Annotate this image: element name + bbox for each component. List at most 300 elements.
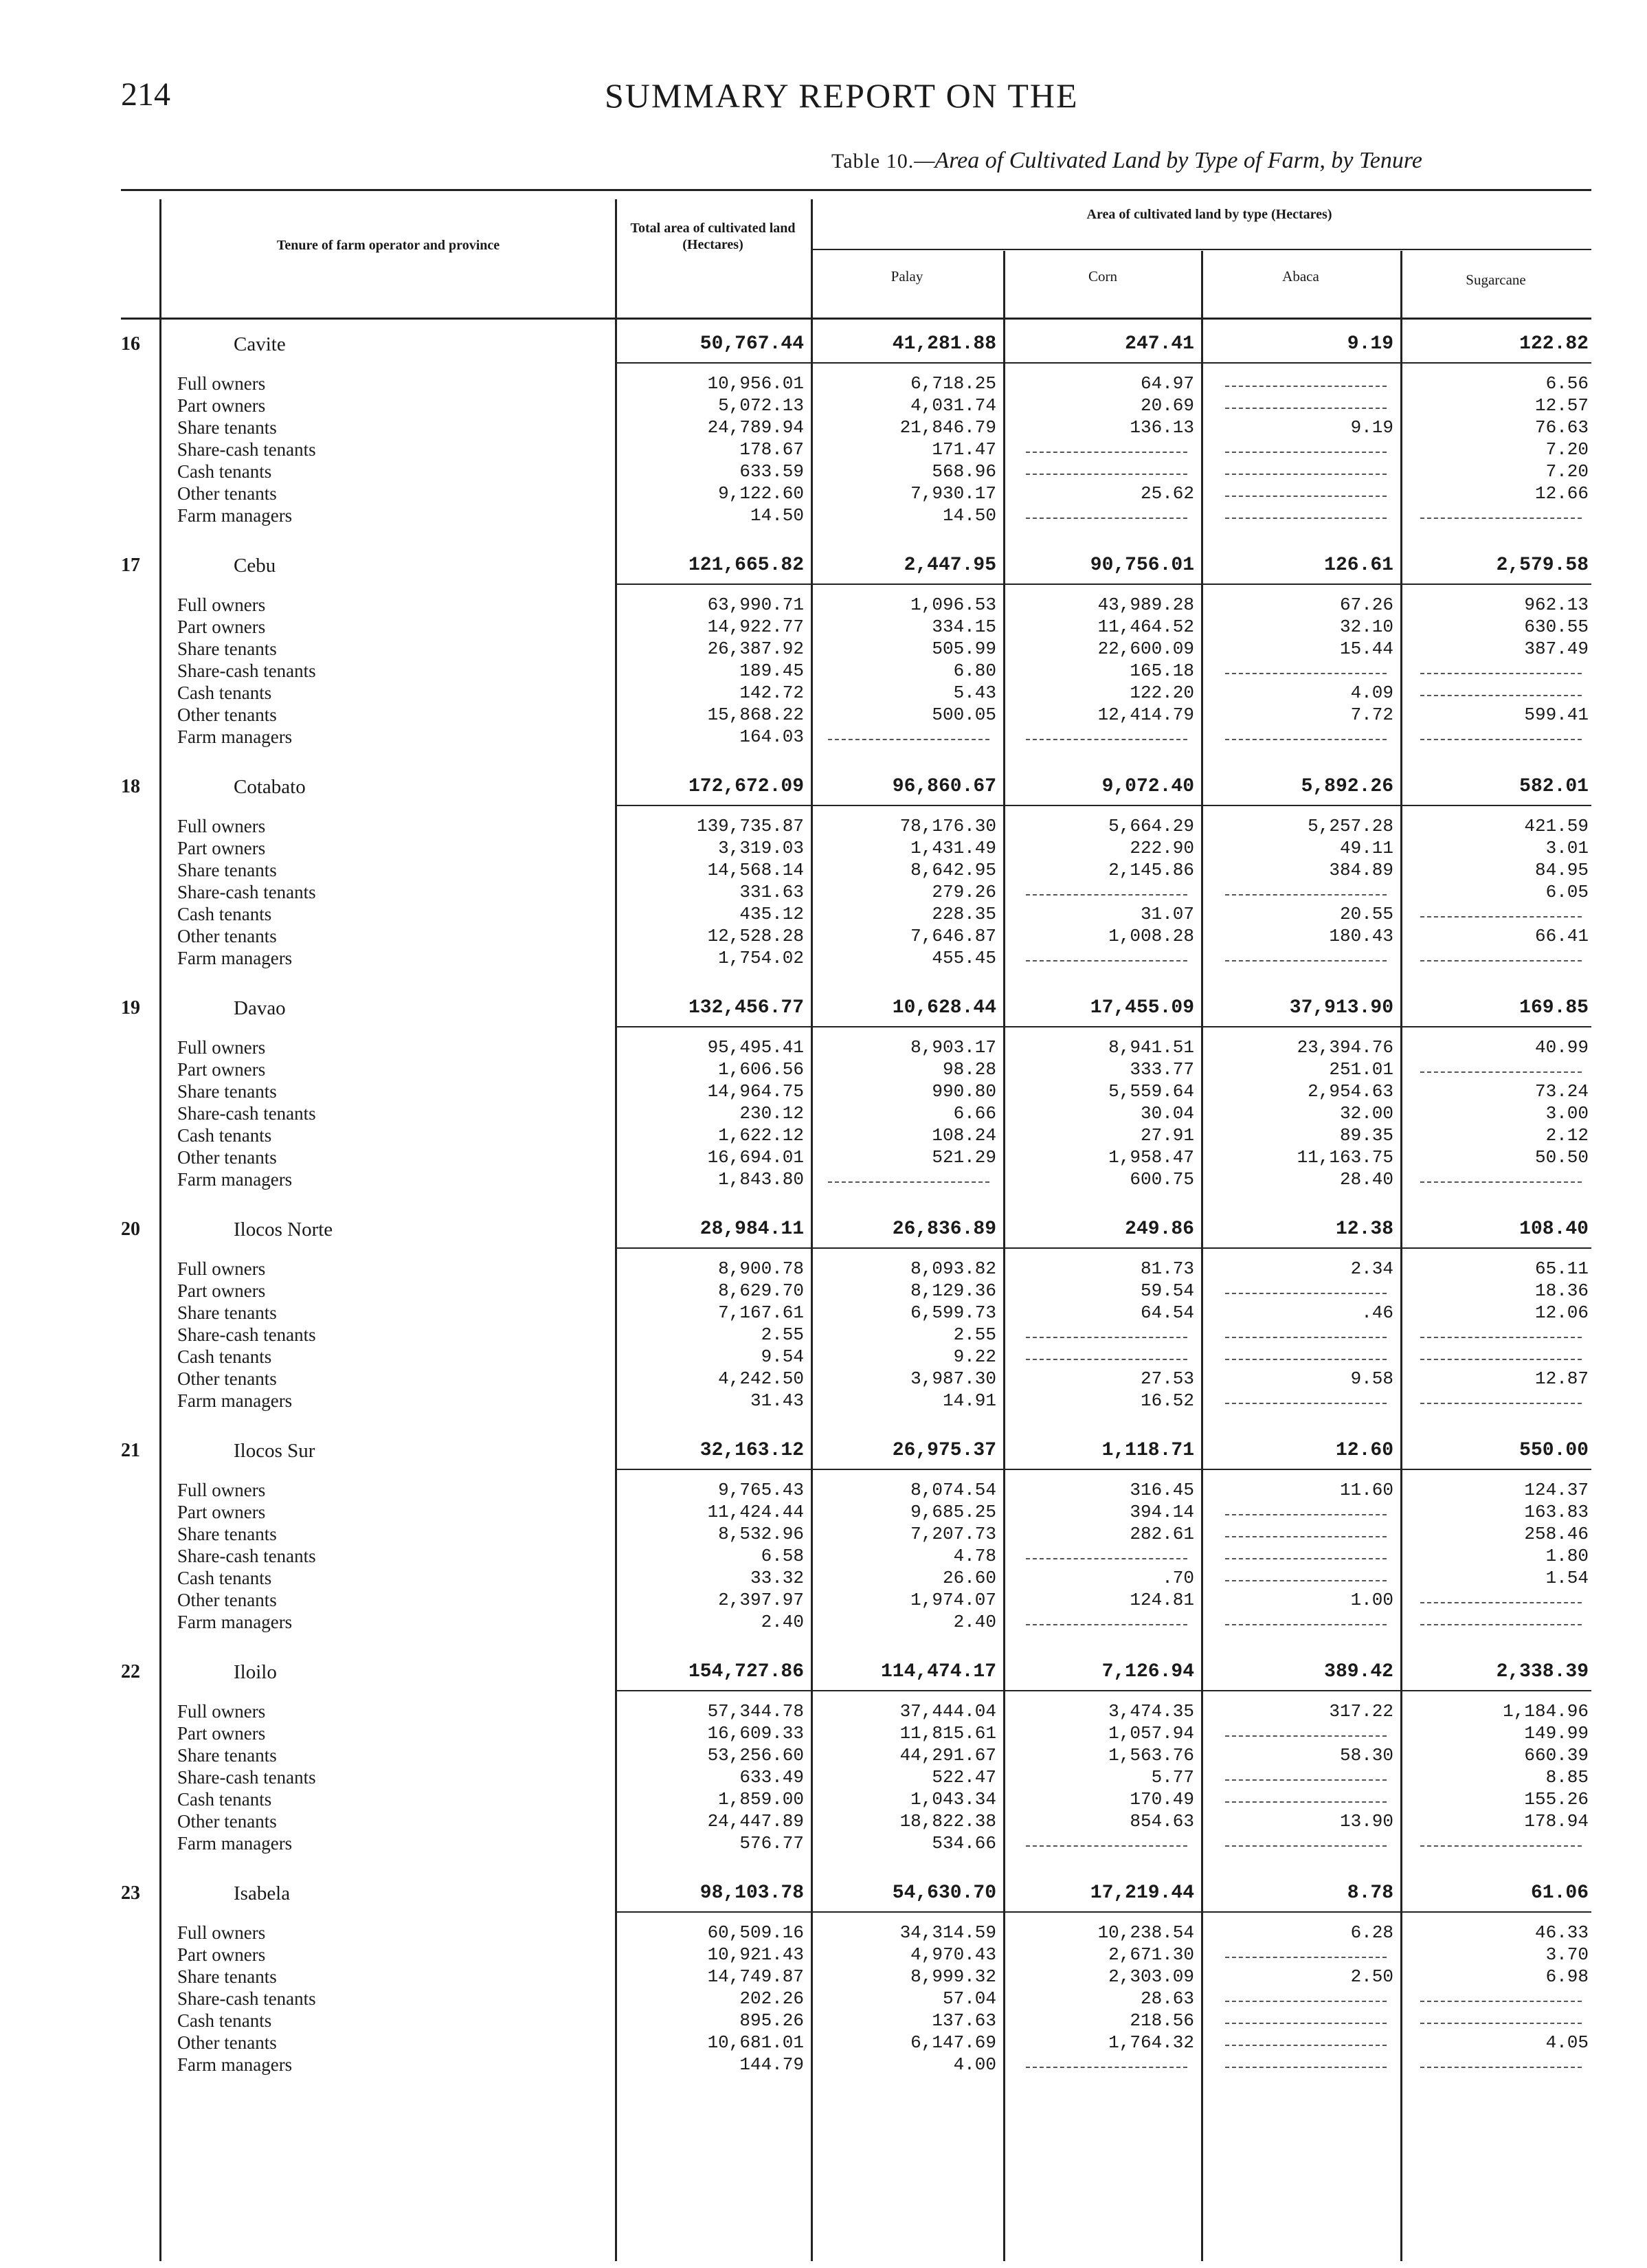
province-number: 23 (121, 1882, 140, 1904)
cell-corn: 22,600.09 (1097, 638, 1194, 659)
empty-cell-leader (1026, 960, 1187, 961)
cell-corn: 64.54 (1140, 1302, 1194, 1323)
cell-corn: 1,057.94 (1108, 1723, 1194, 1744)
empty-cell-leader (1225, 1580, 1387, 1581)
cell-corn: 222.90 (1130, 838, 1194, 858)
province-total-palay: 26,836.89 (892, 1219, 996, 1240)
empty-cell-leader (1225, 2001, 1387, 2002)
cell-total: 189.45 (739, 660, 804, 681)
row-label: Cash tenants (177, 1568, 272, 1588)
row-label: Cash tenants (177, 682, 272, 703)
empty-cell-leader (1420, 739, 1582, 740)
cell-total: 53,256.60 (707, 1745, 804, 1766)
table-row (0, 1368, 1647, 1390)
province-total-total: 154,727.86 (688, 1661, 804, 1682)
province-total-corn: 1,118.71 (1101, 1440, 1194, 1461)
cell-total: 4,242.50 (718, 1368, 804, 1389)
row-label: Share-cash tenants (177, 1324, 316, 1345)
row-label: Full owners (177, 1258, 266, 1279)
empty-cell-leader (1420, 2001, 1582, 2002)
province-total-palay: 26,975.37 (892, 1440, 996, 1461)
running-head: SUMMARY REPORT ON THE (605, 76, 1079, 115)
table-row (0, 1723, 1647, 1745)
cell-corn: 5,559.64 (1108, 1081, 1194, 1102)
cell-palay: 98.28 (942, 1059, 996, 1080)
table-row (0, 1147, 1647, 1169)
cell-corn: 20.69 (1140, 395, 1194, 416)
province-total-palay: 96,860.67 (892, 776, 996, 797)
province-total-total: 98,103.78 (699, 1882, 804, 1904)
cell-abaca: 2.34 (1350, 1258, 1393, 1279)
province-total-sugarcane: 122.82 (1519, 333, 1589, 355)
group-divider (615, 583, 1591, 585)
cell-palay: 228.35 (932, 904, 996, 924)
cell-total: 2,397.97 (718, 1590, 804, 1610)
table-row (0, 726, 1647, 748)
empty-cell-leader (1026, 1624, 1187, 1625)
province-total-total: 28,984.11 (699, 1219, 804, 1240)
province-total-sugarcane: 61.06 (1530, 1882, 1589, 1904)
province-number: 20 (121, 1219, 140, 1240)
cell-corn: 30.04 (1140, 1103, 1194, 1124)
cell-sugarcane: 8.85 (1545, 1767, 1589, 1788)
cell-abaca: 15.44 (1339, 638, 1393, 659)
table-row (0, 1966, 1647, 1988)
empty-cell-leader (1026, 894, 1187, 896)
cell-abaca: 89.35 (1339, 1125, 1393, 1146)
cell-corn: 394.14 (1130, 1502, 1194, 1522)
row-label: Share tenants (177, 638, 277, 659)
cell-palay: 3,987.30 (910, 1368, 996, 1389)
cell-palay: 171.47 (932, 439, 996, 460)
table-row (0, 373, 1647, 395)
empty-cell-leader (1225, 1337, 1387, 1338)
cell-abaca: 11,163.75 (1297, 1147, 1393, 1168)
province-total-corn: 17,455.09 (1090, 997, 1194, 1019)
province-total-total: 172,672.09 (688, 776, 804, 797)
cell-sugarcane: 3.00 (1545, 1103, 1589, 1124)
cell-total: 16,694.01 (707, 1147, 804, 1168)
table-row (0, 882, 1647, 904)
row-label: Farm managers (177, 948, 293, 968)
province-number: 17 (121, 555, 140, 576)
cell-corn: 27.53 (1140, 1368, 1194, 1389)
empty-cell-leader (1225, 1293, 1387, 1294)
cell-total: 16,609.33 (707, 1723, 804, 1744)
cell-corn: 1,563.76 (1108, 1745, 1194, 1766)
province-total-abaca: 12.38 (1335, 1219, 1393, 1240)
empty-cell-leader (1225, 474, 1387, 475)
table-row (0, 816, 1647, 838)
row-label: Farm managers (177, 2054, 293, 2075)
row-label: Share-cash tenants (177, 439, 316, 460)
table-row (0, 439, 1647, 461)
table-row (0, 1037, 1647, 1059)
cell-palay: 78,176.30 (899, 816, 996, 836)
empty-cell-leader (1420, 2067, 1582, 2068)
header-tenure: Tenure of farm operator and province (276, 238, 500, 253)
cell-palay: 6,718.25 (910, 373, 996, 394)
cell-sugarcane: 599.41 (1524, 704, 1589, 725)
row-label: Part owners (177, 1723, 266, 1744)
cell-total: 14,964.75 (707, 1081, 804, 1102)
province-name: Cebu (234, 555, 276, 577)
table-row (0, 860, 1647, 882)
row-label: Cash tenants (177, 1789, 272, 1810)
row-label: Cash tenants (177, 1125, 272, 1146)
cell-sugarcane: 163.83 (1524, 1502, 1589, 1522)
province-total-total: 32,163.12 (699, 1440, 804, 1461)
table-row (0, 1081, 1647, 1103)
empty-cell-leader (1026, 518, 1187, 519)
cell-palay: 6.80 (953, 660, 996, 681)
empty-cell-leader (1420, 1624, 1582, 1625)
province-total-sugarcane: 2,579.58 (1496, 555, 1589, 576)
cell-sugarcane: 50.50 (1534, 1147, 1589, 1168)
row-label: Other tenants (177, 2032, 277, 2053)
province-total-sugarcane: 550.00 (1519, 1440, 1589, 1461)
cell-sugarcane: 12.06 (1534, 1302, 1589, 1323)
cell-palay: 522.47 (932, 1767, 996, 1788)
cell-sugarcane: 73.24 (1534, 1081, 1589, 1102)
cell-palay: 21,846.79 (899, 417, 996, 438)
cell-palay: 6.66 (953, 1103, 996, 1124)
row-label: Cash tenants (177, 461, 272, 482)
province-total-sugarcane: 2,338.39 (1496, 1661, 1589, 1682)
province-number: 22 (121, 1661, 140, 1682)
province-total-palay: 54,630.70 (892, 1882, 996, 1904)
cell-palay: 8,642.95 (910, 860, 996, 880)
cell-total: 12,528.28 (707, 926, 804, 946)
cell-palay: 26.60 (942, 1568, 996, 1588)
cell-corn: 2,303.09 (1108, 1966, 1194, 1987)
cell-palay: 7,930.17 (910, 483, 996, 504)
row-label: Full owners (177, 1922, 266, 1943)
row-label: Part owners (177, 616, 266, 637)
row-label: Part owners (177, 838, 266, 858)
row-label: Share tenants (177, 1524, 277, 1544)
table-row (0, 461, 1647, 483)
cell-corn: 2,671.30 (1108, 1944, 1194, 1965)
cell-corn: 333.77 (1130, 1059, 1194, 1080)
group-divider (615, 1469, 1591, 1470)
cell-total: 7,167.61 (718, 1302, 804, 1323)
cell-sugarcane: 3.70 (1545, 1944, 1589, 1965)
table-row (0, 2054, 1647, 2076)
cell-total: 8,900.78 (718, 1258, 804, 1279)
cell-sugarcane: 7.20 (1545, 461, 1589, 482)
empty-cell-leader (1420, 1337, 1582, 1338)
province-total-abaca: 12.60 (1335, 1440, 1393, 1461)
table-row (0, 1988, 1647, 2010)
table-row (0, 904, 1647, 926)
cell-palay: 108.24 (932, 1125, 996, 1146)
group-divider (615, 1247, 1591, 1249)
cell-total: 11,424.44 (707, 1502, 804, 1522)
row-label: Share tenants (177, 1081, 277, 1102)
cell-corn: 8,941.51 (1108, 1037, 1194, 1058)
province-total-abaca: 389.42 (1324, 1661, 1393, 1682)
cell-corn: 3,474.35 (1108, 1701, 1194, 1722)
province-total-abaca: 37,913.90 (1289, 997, 1393, 1019)
cell-total: 24,789.94 (707, 417, 804, 438)
cell-palay: 1,974.07 (910, 1590, 996, 1610)
table-row (0, 395, 1647, 417)
cell-sugarcane: 6.56 (1545, 373, 1589, 394)
row-label: Share-cash tenants (177, 882, 316, 902)
row-label: Share-cash tenants (177, 1103, 316, 1124)
row-label: Share tenants (177, 860, 277, 880)
row-label: Full owners (177, 1480, 266, 1500)
empty-cell-leader (1026, 739, 1187, 740)
cell-total: 5,072.13 (718, 395, 804, 416)
cell-palay: 2.55 (953, 1324, 996, 1345)
cell-palay: 57.04 (942, 1988, 996, 2009)
empty-cell-leader (1420, 673, 1582, 674)
table-top-rule (121, 189, 1591, 191)
cell-palay: 334.15 (932, 616, 996, 637)
province-name: Cavite (234, 333, 286, 355)
cell-sugarcane: 66.41 (1534, 926, 1589, 946)
empty-cell-leader (1225, 2045, 1387, 2046)
cell-abaca: 58.30 (1339, 1745, 1393, 1766)
cell-corn: 854.63 (1130, 1811, 1194, 1832)
cell-palay: 44,291.67 (899, 1745, 996, 1766)
empty-cell-leader (1420, 1602, 1582, 1603)
cell-total: 202.26 (739, 1988, 804, 2009)
row-label: Other tenants (177, 483, 277, 504)
cell-sugarcane: 962.13 (1524, 594, 1589, 615)
cell-abaca: 9.19 (1350, 417, 1393, 438)
group-header-rule (811, 249, 1591, 250)
cell-corn: 25.62 (1140, 483, 1194, 504)
row-label: Share tenants (177, 1745, 277, 1766)
cell-total: 14.50 (750, 505, 804, 526)
table-row (0, 1767, 1647, 1789)
empty-cell-leader (1225, 1359, 1387, 1360)
cell-total: 1,859.00 (718, 1789, 804, 1810)
cell-total: 3,319.03 (718, 838, 804, 858)
empty-cell-leader (1225, 1957, 1387, 1958)
row-label: Other tenants (177, 1147, 277, 1168)
cell-sugarcane: 12.57 (1534, 395, 1589, 416)
cell-sugarcane: 84.95 (1534, 860, 1589, 880)
table-row (0, 1103, 1647, 1125)
header-bottom-rule (121, 318, 1591, 320)
empty-cell-leader (1225, 1845, 1387, 1847)
table-row (0, 2032, 1647, 2054)
page-number: 214 (121, 76, 170, 113)
cell-abaca: 67.26 (1339, 594, 1393, 615)
cell-sugarcane: 660.39 (1524, 1745, 1589, 1766)
cell-palay: 534.66 (932, 1833, 996, 1854)
empty-cell-leader (1225, 2023, 1387, 2024)
table-row (0, 417, 1647, 439)
empty-cell-leader (1026, 1845, 1187, 1847)
empty-cell-leader (1225, 960, 1387, 961)
cell-corn: 10,238.54 (1097, 1922, 1194, 1943)
table-row (0, 1833, 1647, 1855)
table-caption (831, 148, 1422, 174)
empty-cell-leader (1225, 1558, 1387, 1559)
header-group: Area of cultivated land by type (Hectares) (1086, 207, 1332, 222)
table-row (0, 1546, 1647, 1568)
cell-abaca: 2,954.63 (1308, 1081, 1393, 1102)
row-label: Farm managers (177, 1833, 293, 1854)
cell-sugarcane: 7.20 (1545, 439, 1589, 460)
cell-total: 60,509.16 (707, 1922, 804, 1943)
cell-sugarcane: 630.55 (1524, 616, 1589, 637)
cell-total: 144.79 (739, 2054, 804, 2075)
table-row (0, 1059, 1647, 1081)
province-name: Ilocos Norte (234, 1219, 333, 1241)
province-total-corn: 9,072.40 (1101, 776, 1194, 797)
empty-cell-leader (1225, 894, 1387, 896)
cell-corn: 5,664.29 (1108, 816, 1194, 836)
province-total-corn: 17,219.44 (1090, 1882, 1194, 1904)
empty-cell-leader (1225, 1779, 1387, 1781)
table-row (0, 1324, 1647, 1346)
cell-corn: 81.73 (1140, 1258, 1194, 1279)
table-row (0, 1612, 1647, 1634)
cell-corn: 43,989.28 (1097, 594, 1194, 615)
cell-total: 9,765.43 (718, 1480, 804, 1500)
group-divider (615, 1690, 1591, 1691)
table-row (0, 926, 1647, 948)
empty-cell-leader (1420, 695, 1582, 696)
cell-total: 164.03 (739, 726, 804, 747)
cell-palay: 990.80 (932, 1081, 996, 1102)
province-name: Davao (234, 997, 286, 1019)
cell-palay: 2.40 (953, 1612, 996, 1632)
cell-total: 1,843.80 (718, 1169, 804, 1190)
province-number: 19 (121, 997, 140, 1019)
cell-sugarcane: 18.36 (1534, 1280, 1589, 1301)
cell-palay: 568.96 (932, 461, 996, 482)
cell-corn: 1,008.28 (1108, 926, 1194, 946)
table-row (0, 1789, 1647, 1811)
cell-sugarcane: 1.80 (1545, 1546, 1589, 1566)
row-label: Farm managers (177, 1390, 293, 1411)
table-row (0, 704, 1647, 726)
cell-total: 10,681.01 (707, 2032, 804, 2053)
cell-sugarcane: 178.94 (1524, 1811, 1589, 1832)
province-total-abaca: 9.19 (1347, 333, 1393, 355)
cell-sugarcane: 155.26 (1524, 1789, 1589, 1810)
cell-palay: 4.00 (953, 2054, 996, 2075)
empty-cell-leader (1225, 2067, 1387, 2068)
row-label: Part owners (177, 395, 266, 416)
row-label: Full owners (177, 594, 266, 615)
group-divider (615, 1911, 1591, 1913)
cell-sugarcane: 12.87 (1534, 1368, 1589, 1389)
empty-cell-leader (1420, 1845, 1582, 1847)
cell-palay: 8,093.82 (910, 1258, 996, 1279)
cell-total: 14,922.77 (707, 616, 804, 637)
table-row (0, 616, 1647, 638)
row-label: Other tenants (177, 926, 277, 946)
province-total-abaca: 126.61 (1324, 555, 1393, 576)
empty-cell-leader (1225, 1735, 1387, 1737)
cell-abaca: 9.58 (1350, 1368, 1393, 1389)
empty-cell-leader (1225, 1801, 1387, 1803)
cell-total: 2.55 (761, 1324, 804, 1345)
cell-corn: 2,145.86 (1108, 860, 1194, 880)
cell-total: 14,568.14 (707, 860, 804, 880)
cell-palay: 137.63 (932, 2010, 996, 2031)
empty-cell-leader (1225, 452, 1387, 453)
cell-total: 142.72 (739, 682, 804, 703)
cell-corn: 11,464.52 (1097, 616, 1194, 637)
empty-cell-leader (1026, 1359, 1187, 1360)
province-name: Cotabato (234, 776, 306, 798)
cell-palay: 505.99 (932, 638, 996, 659)
cell-palay: 521.29 (932, 1147, 996, 1168)
table-row (0, 1524, 1647, 1546)
province-total-sugarcane: 169.85 (1519, 997, 1589, 1019)
cell-abaca: 2.50 (1350, 1966, 1393, 1987)
province-total-total: 132,456.77 (688, 997, 804, 1019)
row-label: Full owners (177, 1037, 266, 1058)
cell-abaca: 1.00 (1350, 1590, 1393, 1610)
cell-abaca: .46 (1361, 1302, 1393, 1323)
cell-palay: 37,444.04 (899, 1701, 996, 1722)
row-label: Part owners (177, 1280, 266, 1301)
cell-total: 230.12 (739, 1103, 804, 1124)
cell-corn: 136.13 (1130, 417, 1194, 438)
table-row (0, 682, 1647, 704)
empty-cell-leader (1420, 960, 1582, 961)
province-name: Iloilo (234, 1661, 277, 1683)
cell-total: 1,622.12 (718, 1125, 804, 1146)
row-label: Part owners (177, 1502, 266, 1522)
cell-corn: 600.75 (1130, 1169, 1194, 1190)
table-row (0, 1390, 1647, 1412)
cell-corn: 31.07 (1140, 904, 1194, 924)
empty-cell-leader (1026, 474, 1187, 475)
empty-cell-leader (1420, 2023, 1582, 2024)
empty-cell-leader (1026, 452, 1187, 453)
cell-palay: 4.78 (953, 1546, 996, 1566)
table-row (0, 1302, 1647, 1324)
cell-palay: 4,970.43 (910, 1944, 996, 1965)
group-divider (615, 362, 1591, 364)
empty-cell-leader (1420, 916, 1582, 918)
cell-sugarcane: 149.99 (1524, 1723, 1589, 1744)
table-row (0, 1590, 1647, 1612)
empty-cell-leader (1225, 408, 1387, 409)
cell-palay: 18,822.38 (899, 1811, 996, 1832)
table-row (0, 1502, 1647, 1524)
row-label: Part owners (177, 1059, 266, 1080)
cell-sugarcane: 4.05 (1545, 2032, 1589, 2053)
cell-total: 63,990.71 (707, 594, 804, 615)
province-total-sugarcane: 108.40 (1519, 1219, 1589, 1240)
cell-total: 24,447.89 (707, 1811, 804, 1832)
cell-palay: 8,903.17 (910, 1037, 996, 1058)
province-total-palay: 41,281.88 (892, 333, 996, 355)
cell-corn: 16.52 (1140, 1390, 1194, 1411)
cell-total: 576.77 (739, 1833, 804, 1854)
province-total-abaca: 8.78 (1347, 1882, 1393, 1904)
cell-total: 8,629.70 (718, 1280, 804, 1301)
province-total-total: 50,767.44 (699, 333, 804, 355)
cell-total: 2.40 (761, 1612, 804, 1632)
empty-cell-leader (1420, 1071, 1582, 1073)
table-row (0, 1944, 1647, 1966)
province-total-palay: 114,474.17 (880, 1661, 996, 1682)
cell-corn: 282.61 (1130, 1524, 1194, 1544)
